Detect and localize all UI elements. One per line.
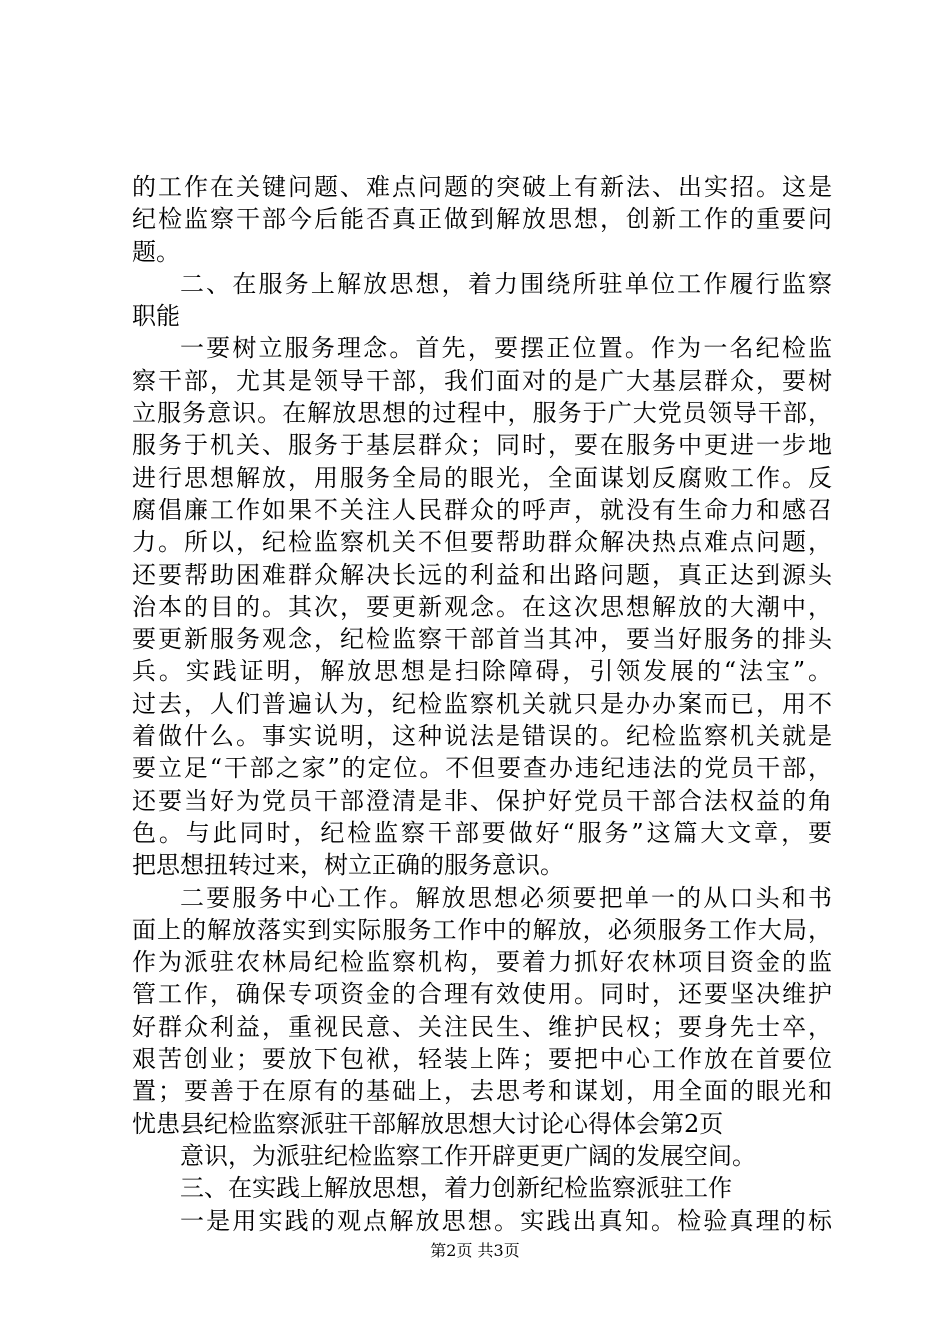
text-line: 置；要善于在原有的基础上，去思考和谋划，用全面的眼光和	[132, 1077, 832, 1106]
text-line: 题。	[132, 237, 180, 266]
text-line: 要更新服务观念，纪检监察干部首当其冲，要当好服务的排头	[132, 625, 832, 654]
text-line: 进行思想解放，用服务全局的眼光，全面谋划反腐败工作。反	[132, 463, 832, 492]
text-line: 过去，人们普遍认为，纪检监察机关就只是办办案而已，用不	[132, 689, 832, 718]
text-line: 好群众利益，重视民意、关注民生、维护民权；要身先士卒，	[132, 1012, 832, 1041]
text-line: 的工作在关键问题、难点问题的突破上有新法、出实招。这是	[132, 173, 832, 201]
section-heading-2: 二、在服务上解放思想，着力围绕所驻单位工作履行监察	[180, 269, 832, 298]
text-line: 要立足“干部之家”的定位。不但要查办违纪违法的党员干部，	[132, 754, 832, 783]
section-heading-2-cont: 职能	[132, 302, 180, 331]
text-line: 治本的目的。其次，要更新观念。在这次思想解放的大潮中，	[132, 592, 832, 621]
text-line: 还要帮助困难群众解决长远的利益和出路问题，真正达到源头	[132, 560, 832, 589]
text-line: 着做什么。事实说明，这种说法是错误的。纪检监察机关就是	[132, 722, 832, 751]
text-line: 一是用实践的观点解放思想。实践出真知。检验真理的标	[180, 1206, 832, 1235]
text-line: 还要当好为党员干部澄清是非、保护好党员干部合法权益的角	[132, 786, 832, 815]
text-line: 纪检监察干部今后能否真正做到解放思想，创新工作的重要问	[132, 205, 832, 234]
text-line: 面上的解放落实到实际服务工作中的解放，必须服务工作大局，	[132, 915, 832, 944]
text-line: 把思想扭转过来，树立正确的服务意识。	[132, 851, 564, 880]
text-line: 腐倡廉工作如果不关注人民群众的呼声，就没有生命力和感召	[132, 495, 832, 524]
text-line: 立服务意识。在解放思想的过程中，服务于广大党员领导干部，	[132, 399, 832, 428]
text-line: 意识，为派驻纪检监察工作开辟更更广阔的发展空间。	[180, 1141, 756, 1170]
body-text	[132, 171, 832, 1237]
text-line: 管工作，确保专项资金的合理有效使用。同时，还要坚决维护	[132, 980, 832, 1009]
text-line: 二要服务中心工作。解放思想必须要把单一的从口头和书	[180, 883, 832, 912]
text-line: 力。所以，纪检监察机关不但要帮助群众解决热点难点问题，	[132, 528, 832, 557]
page-number-footer: 第2页 共3页	[430, 1241, 520, 1260]
section-heading-3: 三、在实践上解放思想，着力创新纪检监察派驻工作	[180, 1174, 732, 1203]
text-line: 一要树立服务理念。首先，要摆正位置。作为一名纪检监	[180, 334, 832, 363]
text-line: 察干部，尤其是领导干部，我们面对的是广大基层群众，要树	[132, 366, 832, 395]
text-line: 作为派驻农林局纪检监察机构，要着力抓好农林项目资金的监	[132, 948, 832, 977]
text-line: 兵。实践证明，解放思想是扫除障碍，引领发展的“法宝”。	[132, 657, 832, 686]
text-line: 忧患县纪检监察派驻干部解放思想大讨论心得体会第2页	[132, 1109, 724, 1138]
text-line: 色。与此同时，纪检监察干部要做好“服务”这篇大文章，要	[132, 818, 832, 847]
text-line: 艰苦创业；要放下包袱，轻装上阵；要把中心工作放在首要位	[132, 1045, 832, 1074]
text-line: 服务于机关、服务于基层群众；同时，要在服务中更进一步地	[132, 431, 832, 460]
